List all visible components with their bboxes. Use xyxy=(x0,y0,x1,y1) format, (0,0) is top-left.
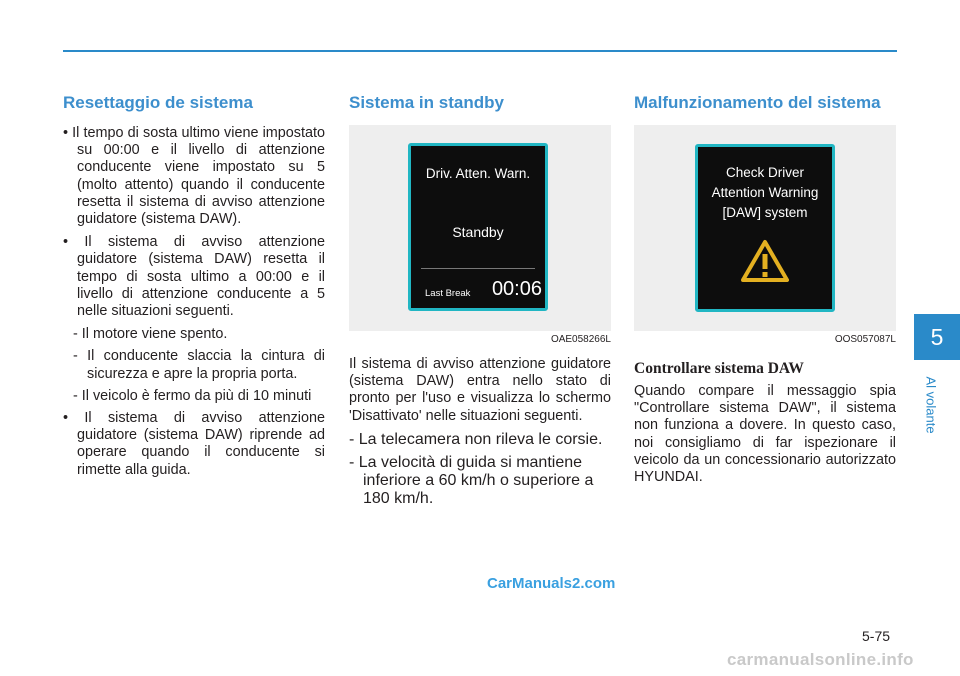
standby-item-speed: - La velocità di guida si mantiene inferiore a 60 km/h o superiore a 180 km/h. xyxy=(349,453,594,507)
screen-title: Driv. Atten. Warn. xyxy=(425,166,531,181)
figure-caption-standby: OAE058266L xyxy=(550,334,611,345)
page-number: 5-75 xyxy=(862,628,891,644)
figure-malfunction xyxy=(634,125,896,331)
figure-caption-malfunction: OOS057087L xyxy=(834,334,896,345)
standby-item-lanes: - La telecamera non rileva le corsie. xyxy=(349,430,603,448)
cluster-screen-standby xyxy=(408,143,548,311)
screen-line-1: Check Driver xyxy=(725,165,804,180)
subitem-seatbelt: - Il conducente slaccia la cintura di sicurezza e apre la propria porta. xyxy=(73,348,325,382)
subitem-stopped: - Il veicolo è fermo da più di 10 minuti xyxy=(73,387,312,404)
bullet-reset-1: • Il tempo di sosta ultimo viene impostato su 00:00 e il livello di attenzione conducente viene impostato su 5 (molto attento) quando il conducente resetta il sistema di avviso attenzione guidatore (sistema DAW). xyxy=(63,125,325,228)
screen-line-2: Attention Warning xyxy=(711,185,819,200)
screen-divider xyxy=(421,268,535,269)
bullet-reset-3: • Il sistema di avviso attenzione guidatore (sistema DAW) riprende ad operare quando il conducente si rimette alla guida. xyxy=(63,410,325,478)
heading-reset: Resettaggio de sistema xyxy=(63,93,253,112)
top-rule xyxy=(63,50,897,52)
watermark-carmanuals2[interactable]: CarManuals2.com xyxy=(487,575,616,592)
screen-line-3: [DAW] system xyxy=(722,205,808,220)
screen-message xyxy=(698,163,832,223)
warning-triangle-icon xyxy=(741,239,789,283)
subheading-check-daw: Controllare sistema DAW xyxy=(634,360,804,377)
last-break-label: Last Break xyxy=(425,288,471,299)
last-break-value: 00:06 xyxy=(491,278,542,300)
chapter-label: Al volante xyxy=(923,376,939,434)
column-reset xyxy=(63,92,325,485)
column-standby xyxy=(349,92,611,513)
heading-malfunction: Malfunzionamento del sistema xyxy=(634,93,881,112)
malfunction-paragraph: Quando compare il messaggio spia "Controllare sistema DAW", il sistema non funziona a dovere. In questo caso, noi consigliamo di far ispezionare il veicolo da un concessionario autorizzato HYUNDAI. xyxy=(634,383,896,486)
figure-standby xyxy=(349,125,611,331)
screen-status: Standby xyxy=(452,224,504,240)
cluster-screen-malfunction xyxy=(695,144,835,312)
bullet-reset-2: • Il sistema di avviso attenzione guidatore (sistema DAW) resetta il tempo di sosta ultimo a 00:00 e il livello di attenzione conducente a 5 nelle situazioni seguenti. xyxy=(63,234,325,320)
subitem-engine-off: - Il motore viene spento. xyxy=(73,326,228,343)
heading-standby: Sistema in standby xyxy=(349,93,504,112)
standby-paragraph: Il sistema di avviso attenzione guidatore (sistema DAW) entra nello stato di pronto per l'uso e visualizza lo schermo 'Disattivato' nelle situazioni seguenti. xyxy=(349,356,611,424)
chapter-tab: 5 xyxy=(914,314,960,360)
chapter-label-container xyxy=(921,372,941,438)
watermark-carmanualsonline[interactable]: carmanualsonline.info xyxy=(727,650,914,669)
column-malfunction xyxy=(634,92,896,486)
